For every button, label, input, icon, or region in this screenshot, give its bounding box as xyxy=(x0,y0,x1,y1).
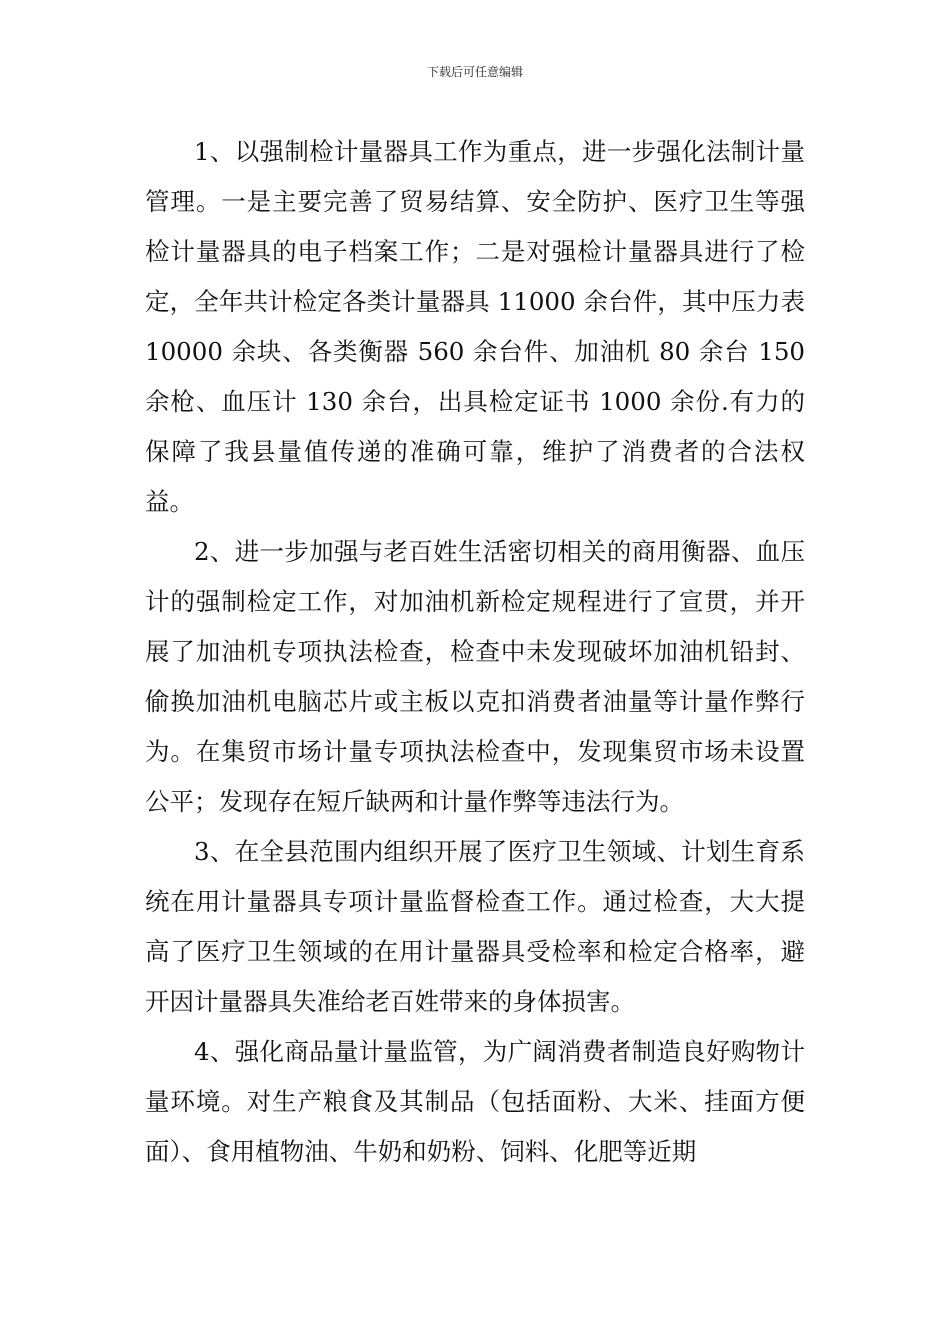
page-header: 下载后可任意编辑 xyxy=(426,65,523,79)
paragraph-1: 1、以强制检计量器具工作为重点，进一步强化法制计量管理。一是主要完善了贸易结算、安全防护、医疗卫生等强检计量器具的电子档案工作；二是对强检计量器具进行了检定，全年共计检定各类计量器具 11000 余台件，其中压力表 10000 余块、各类衡器 560 余台件、加油机 80 余台 150 余枪、血压计 130 余台，出具检定证书 1000 余份.有力的保障了我县量值传递的准确可靠，维护了消费者的合法权益。 xyxy=(145,137,805,516)
paragraph-2: 2、进一步加强与老百姓生活密切相关的商用衡器、血压计的强制检定工作，对加油机新检定规程进行了宣贯，并开展了加油机专项执法检查，检查中未发现破坏加油机铅封、偷换加油机电脑芯片或主板以克扣消费者油量等计量作弊行为。在集贸市场计量专项执法检查中，发现集贸市场未设置公平；发现存在短斤缺两和计量作弊等违法行为。 xyxy=(145,537,805,816)
document-body xyxy=(145,127,805,1177)
paragraph-3: 3、在全县范围内组织开展了医疗卫生领域、计划生育系统在用计量器具专项计量监督检查工作。通过检查，大大提高了医疗卫生领域的在用计量器具受检率和检定合格率，避开因计量器具失准给老百姓带来的身体损害。 xyxy=(145,837,805,1016)
paragraph-4: 4、强化商品量计量监管，为广阔消费者制造良好购物计量环境。对生产粮食及其制品（包括面粉、大米、挂面方便面）、食用植物油、牛奶和奶粉、饲料、化肥等近期 xyxy=(145,1037,805,1166)
